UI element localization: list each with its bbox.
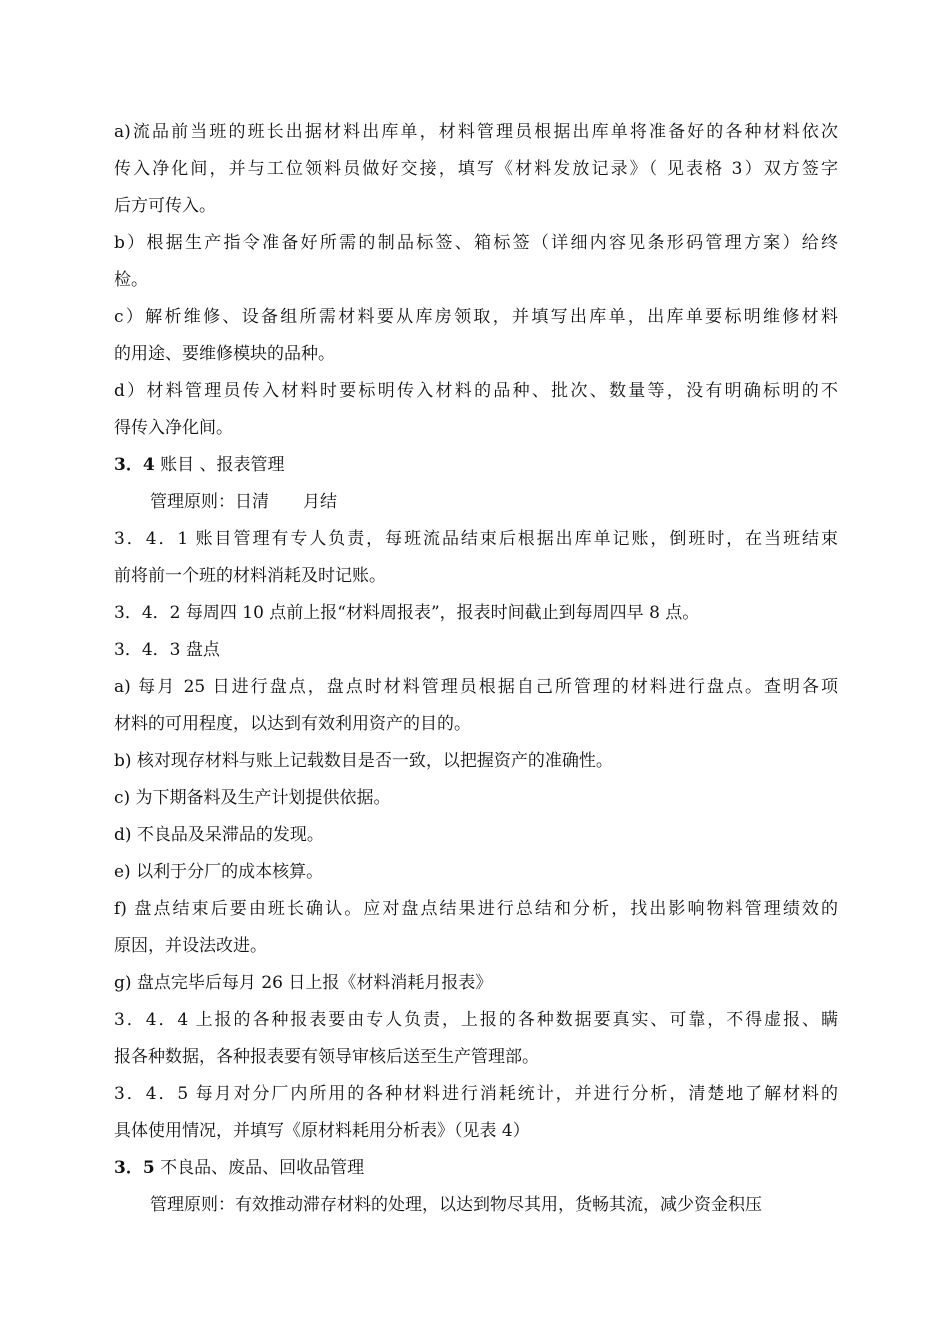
management-principle: 管理原则：有效推动滞存材料的处理，以达到物尽其用，货畅其流，减少资金积压 [150,1195,762,1215]
section-title: 不良品、废品、回收品管理 [154,1158,365,1178]
section-number: 3．4 [114,455,155,475]
management-principle: 管理原则：日清 月结 [150,492,337,512]
paragraph-line: b) 核对现存材料与账上记载数目是否一致，以把握资产的准确性。 [114,751,613,771]
section-number: 3．5 [114,1158,155,1178]
paragraph-line: 得传入净化间。 [114,418,233,438]
paragraph-line: b）根据生产指令准备好所需的制品标签、箱标签（详细内容见条形码管理方案）给终 [114,233,838,253]
paragraph-line: g) 盘点完毕后每月 26 日上报《材料消耗月报表》 [114,973,493,993]
paragraph-line: 3．4．3 盘点 [114,640,220,660]
paragraph-line: 3．4．5 每月对分厂内所用的各种材料进行消耗统计，并进行分析，清楚地了解材料的 [114,1084,838,1104]
paragraph-line: a)流品前当班的班长出据材料出库单，材料管理员根据出库单将准备好的各种材料依次 [114,122,838,142]
paragraph-line: 3．4．4 上报的各种报表要由专人负责，上报的各种数据要真实、可靠，不得虚报、瞒 [114,1010,838,1030]
section-heading-3-4 [114,447,838,484]
paragraph-line: 传入净化间，并与工位领料员做好交接，填写《材料发放记录》（ 见表格 3）双方签字 [114,159,838,179]
paragraph-line: c）解析维修、设备组所需材料要从库房领取，并填写出库单，出库单要标明维修材料 [114,307,838,327]
paragraph-line: f) 盘点结束后要由班长确认。应对盘点结果进行总结和分析，找出影响物料管理绩效的 [114,899,838,919]
paragraph-line: 后方可传入。 [114,196,216,216]
paragraph-line: 材料的可用程度，以达到有效利用资产的目的。 [114,714,471,734]
paragraph-line: 3．4．1 账目管理有专人负责，每班流品结束后根据出库单记账，倒班时，在当班结束 [114,529,838,549]
section-heading-3-5 [114,1150,838,1187]
paragraph-line: 前将前一个班的材料消耗及时记账。 [114,566,386,586]
paragraph-line: 具体使用情况，并填写《原材料耗用分析表》（见表 4） [114,1121,530,1141]
document-body [114,114,838,1224]
paragraph-line: 原因，并设法改进。 [114,936,267,956]
paragraph-line: d）材料管理员传入材料时要标明传入材料的品种、批次、数量等，没有明确标明的不 [114,381,838,401]
paragraph-line: a) 每月 25 日进行盘点，盘点时材料管理员根据自己所管理的材料进行盘点。查明各项 [114,677,838,697]
paragraph-line: 的用途、要维修模块的品种。 [114,344,335,364]
paragraph-line: e) 以利于分厂的成本核算。 [114,862,324,882]
section-title: 账目 、报表管理 [154,455,285,475]
paragraph-line: 检。 [114,270,148,290]
paragraph-line: 3．4．2 每周四 10 点前上报“材料周报表”，报表时间截止到每周四早 8 点。 [114,603,700,623]
paragraph-line: c) 为下期备料及生产计划提供依据。 [114,788,391,808]
paragraph-line: d) 不良品及呆滞品的发现。 [114,825,324,845]
paragraph-line: 报各种数据，各种报表要有领导审核后送至生产管理部。 [114,1047,539,1067]
